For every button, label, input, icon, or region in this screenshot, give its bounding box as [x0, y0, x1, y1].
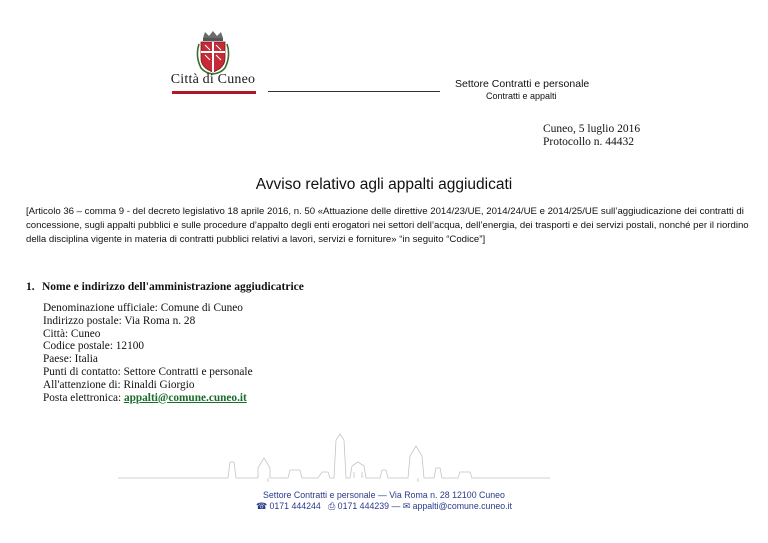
detail-row: Punti di contatto: Settore Contratti e personale — [43, 365, 253, 378]
footer-email[interactable]: appalti@comune.cuneo.it — [412, 501, 512, 511]
city-skyline-illustration — [118, 432, 550, 492]
city-logo — [168, 30, 258, 94]
detail-row: Codice postale: 12100 — [43, 340, 145, 353]
footer-contacts: ☎ 0171 444244 ⎙ 0171 444239 — ✉ appalti@comune.cuneo.it — [256, 501, 512, 511]
section-heading — [26, 281, 304, 293]
detail-row: Denominazione ufficiale: Comune di Cuneo — [43, 302, 243, 314]
city-name-underline — [172, 91, 256, 94]
email-label: Posta elettronica: — [43, 391, 124, 404]
city-crest-icon — [195, 30, 231, 76]
authority-details — [43, 302, 253, 404]
detail-row: Città: Cuneo — [43, 327, 101, 340]
footer-phone: 0171 444244 — [269, 501, 321, 511]
subsector-name: Contratti e appalti — [486, 91, 557, 101]
legal-reference: [Articolo 36 – comma 9 - del decreto legislativo 18 aprile 2016, n. 50 «Attuazione delle direttive 2014/23/UE, 2014/24/UE e 2014/25/UE sull’aggiudicazione dei contratti di concessione, sugli appalti pubblici e sulle procedure d’appalto degli enti erogatori nei settori dell’acqua, dell’energia, dei trasporti e dei servizi postali, nonché per il riordino della disciplina vigente in materia di contratti pubblici relativi a lavori, servizi e forniture» “in seguito “Codice”] — [26, 206, 749, 245]
section-number: 1. — [26, 281, 35, 293]
email-link[interactable]: appalti@comune.cuneo.it — [123, 391, 247, 404]
detail-row: Indirizzo postale: Via Roma n. 28 — [43, 314, 196, 327]
section-title: Nome e indirizzo dell'amministrazione aggiudicatrice — [42, 281, 304, 293]
detail-row: All'attenzione di: Rinaldi Giorgio — [43, 378, 195, 391]
email-icon: ✉ — [402, 501, 411, 511]
footer-address: Settore Contratti e personale — Via Roma n. 28 12100 Cuneo — [263, 490, 505, 500]
date-line: Cuneo, 5 luglio 2016 — [543, 123, 641, 135]
sector-name: Settore Contratti e personale — [455, 78, 590, 90]
header-divider — [268, 91, 440, 92]
phone-icon: ☎ — [256, 501, 267, 511]
detail-row: Paese: Italia — [43, 353, 98, 366]
email-row — [43, 392, 253, 405]
date-protocol-block — [543, 123, 640, 149]
fax-icon: ⎙ — [328, 501, 336, 511]
footer-fax: 0171 444239 — [337, 501, 390, 511]
city-name: Città di Cuneo — [170, 72, 256, 87]
document-title: Avviso relativo agli appalti aggiudicati — [255, 176, 513, 193]
protocol-line: Protocollo n. 44432 — [543, 136, 635, 148]
